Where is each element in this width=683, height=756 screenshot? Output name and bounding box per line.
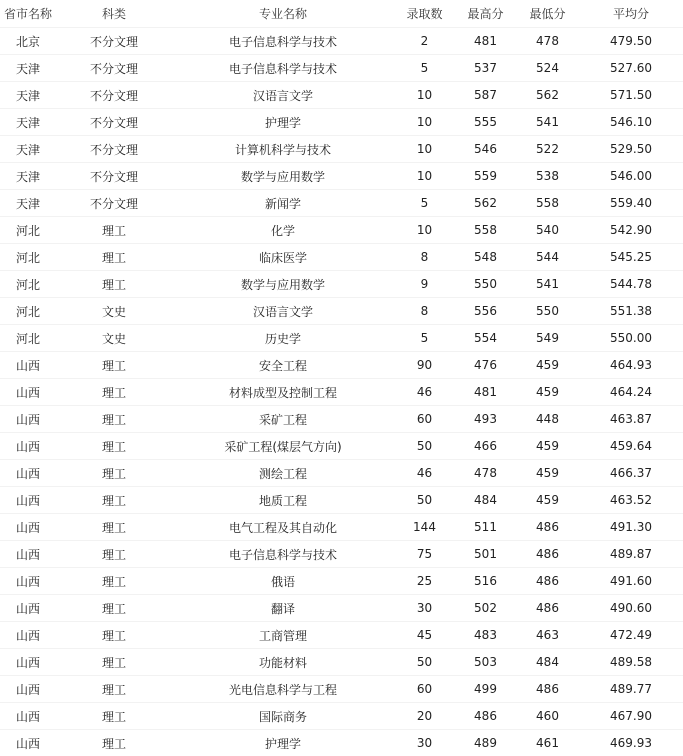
cell-admitted-count: 25 (394, 568, 455, 595)
cell-admitted-count: 9 (394, 271, 455, 298)
cell-category: 理工 (56, 649, 172, 676)
cell-major: 翻译 (172, 595, 394, 622)
cell-province: 山西 (0, 622, 56, 649)
cell-avg-score: 489.87 (579, 541, 683, 568)
cell-admitted-count: 5 (394, 190, 455, 217)
table-row (0, 703, 683, 730)
table-row (0, 163, 683, 190)
cell-category: 不分文理 (56, 190, 172, 217)
cell-major: 化学 (172, 217, 394, 244)
cell-category: 理工 (56, 568, 172, 595)
cell-min-score: 549 (516, 325, 579, 352)
cell-avg-score: 527.60 (579, 55, 683, 82)
cell-max-score: 486 (455, 703, 516, 730)
cell-max-score: 484 (455, 487, 516, 514)
cell-max-score: 493 (455, 406, 516, 433)
cell-major: 临床医学 (172, 244, 394, 271)
header-row (0, 0, 683, 28)
cell-avg-score: 464.93 (579, 352, 683, 379)
cell-category: 不分文理 (56, 109, 172, 136)
table-body (0, 28, 683, 756)
cell-admitted-count: 30 (394, 595, 455, 622)
cell-category: 理工 (56, 541, 172, 568)
table-row (0, 298, 683, 325)
cell-admitted-count: 20 (394, 703, 455, 730)
cell-admitted-count: 46 (394, 379, 455, 406)
cell-min-score: 478 (516, 28, 579, 55)
cell-admitted-count: 50 (394, 433, 455, 460)
table-row (0, 487, 683, 514)
table-row (0, 82, 683, 109)
cell-admitted-count: 90 (394, 352, 455, 379)
table-row (0, 406, 683, 433)
cell-max-score: 562 (455, 190, 516, 217)
header-province: 省市名称 (0, 0, 56, 28)
cell-category: 理工 (56, 460, 172, 487)
table-row (0, 649, 683, 676)
cell-major: 电气工程及其自动化 (172, 514, 394, 541)
cell-major: 历史学 (172, 325, 394, 352)
table-row (0, 433, 683, 460)
cell-min-score: 459 (516, 352, 579, 379)
table-row (0, 514, 683, 541)
cell-max-score: 466 (455, 433, 516, 460)
cell-category: 不分文理 (56, 136, 172, 163)
table-header (0, 0, 683, 28)
cell-major: 数学与应用数学 (172, 163, 394, 190)
cell-province: 河北 (0, 217, 56, 244)
cell-province: 山西 (0, 541, 56, 568)
cell-admitted-count: 60 (394, 406, 455, 433)
cell-avg-score: 546.00 (579, 163, 683, 190)
cell-province: 山西 (0, 649, 56, 676)
cell-max-score: 511 (455, 514, 516, 541)
cell-admitted-count: 60 (394, 676, 455, 703)
cell-province: 山西 (0, 514, 56, 541)
cell-admitted-count: 10 (394, 136, 455, 163)
table-row (0, 541, 683, 568)
header-max-score: 最高分 (455, 0, 516, 28)
header-min-score: 最低分 (516, 0, 579, 28)
cell-max-score: 554 (455, 325, 516, 352)
cell-avg-score: 529.50 (579, 136, 683, 163)
cell-province: 山西 (0, 487, 56, 514)
table-row (0, 190, 683, 217)
cell-province: 山西 (0, 406, 56, 433)
cell-avg-score: 550.00 (579, 325, 683, 352)
table-row (0, 676, 683, 703)
cell-major: 护理学 (172, 109, 394, 136)
cell-min-score: 541 (516, 271, 579, 298)
cell-category: 理工 (56, 352, 172, 379)
cell-admitted-count: 50 (394, 487, 455, 514)
cell-major: 俄语 (172, 568, 394, 595)
cell-category: 不分文理 (56, 55, 172, 82)
cell-category: 理工 (56, 622, 172, 649)
cell-major: 采矿工程 (172, 406, 394, 433)
cell-province: 天津 (0, 109, 56, 136)
cell-admitted-count: 75 (394, 541, 455, 568)
cell-max-score: 501 (455, 541, 516, 568)
cell-major: 采矿工程(煤层气方向) (172, 433, 394, 460)
cell-avg-score: 463.52 (579, 487, 683, 514)
cell-province: 河北 (0, 271, 56, 298)
cell-major: 汉语言文学 (172, 298, 394, 325)
cell-max-score: 587 (455, 82, 516, 109)
cell-major: 护理学 (172, 730, 394, 756)
cell-admitted-count: 10 (394, 163, 455, 190)
cell-major: 电子信息科学与技术 (172, 541, 394, 568)
table-row (0, 244, 683, 271)
cell-max-score: 476 (455, 352, 516, 379)
cell-province: 天津 (0, 163, 56, 190)
cell-major: 电子信息科学与技术 (172, 28, 394, 55)
cell-major: 功能材料 (172, 649, 394, 676)
cell-max-score: 499 (455, 676, 516, 703)
cell-major: 数学与应用数学 (172, 271, 394, 298)
cell-min-score: 524 (516, 55, 579, 82)
cell-max-score: 556 (455, 298, 516, 325)
cell-min-score: 550 (516, 298, 579, 325)
cell-category: 不分文理 (56, 163, 172, 190)
cell-admitted-count: 10 (394, 82, 455, 109)
table-row (0, 595, 683, 622)
cell-max-score: 559 (455, 163, 516, 190)
cell-major: 地质工程 (172, 487, 394, 514)
cell-category: 理工 (56, 433, 172, 460)
cell-max-score: 555 (455, 109, 516, 136)
cell-province: 河北 (0, 325, 56, 352)
cell-major: 计算机科学与技术 (172, 136, 394, 163)
cell-max-score: 481 (455, 379, 516, 406)
cell-province: 天津 (0, 55, 56, 82)
cell-major: 工商管理 (172, 622, 394, 649)
table-row (0, 568, 683, 595)
table-row (0, 217, 683, 244)
cell-max-score: 503 (455, 649, 516, 676)
table-row (0, 379, 683, 406)
cell-avg-score: 463.87 (579, 406, 683, 433)
cell-avg-score: 466.37 (579, 460, 683, 487)
cell-avg-score: 545.25 (579, 244, 683, 271)
cell-category: 不分文理 (56, 28, 172, 55)
cell-category: 理工 (56, 676, 172, 703)
cell-avg-score: 464.24 (579, 379, 683, 406)
table-row (0, 109, 683, 136)
cell-min-score: 486 (516, 676, 579, 703)
cell-major: 材料成型及控制工程 (172, 379, 394, 406)
table-row (0, 730, 683, 756)
cell-major: 国际商务 (172, 703, 394, 730)
table-row (0, 622, 683, 649)
cell-min-score: 486 (516, 595, 579, 622)
cell-max-score: 548 (455, 244, 516, 271)
cell-category: 文史 (56, 325, 172, 352)
cell-min-score: 459 (516, 379, 579, 406)
cell-province: 北京 (0, 28, 56, 55)
cell-avg-score: 542.90 (579, 217, 683, 244)
cell-admitted-count: 10 (394, 217, 455, 244)
cell-category: 理工 (56, 730, 172, 756)
cell-min-score: 459 (516, 487, 579, 514)
cell-max-score: 546 (455, 136, 516, 163)
cell-max-score: 483 (455, 622, 516, 649)
cell-category: 理工 (56, 487, 172, 514)
cell-admitted-count: 8 (394, 244, 455, 271)
cell-max-score: 516 (455, 568, 516, 595)
cell-avg-score: 551.38 (579, 298, 683, 325)
cell-min-score: 538 (516, 163, 579, 190)
cell-major: 汉语言文学 (172, 82, 394, 109)
cell-category: 理工 (56, 595, 172, 622)
cell-min-score: 486 (516, 568, 579, 595)
cell-province: 山西 (0, 730, 56, 756)
cell-min-score: 541 (516, 109, 579, 136)
cell-max-score: 550 (455, 271, 516, 298)
cell-admitted-count: 5 (394, 325, 455, 352)
cell-avg-score: 559.40 (579, 190, 683, 217)
cell-avg-score: 479.50 (579, 28, 683, 55)
cell-avg-score: 544.78 (579, 271, 683, 298)
cell-max-score: 558 (455, 217, 516, 244)
cell-admitted-count: 45 (394, 622, 455, 649)
cell-min-score: 459 (516, 433, 579, 460)
cell-province: 天津 (0, 82, 56, 109)
cell-category: 理工 (56, 703, 172, 730)
table-row (0, 55, 683, 82)
cell-province: 山西 (0, 568, 56, 595)
cell-admitted-count: 50 (394, 649, 455, 676)
cell-min-score: 486 (516, 541, 579, 568)
table-row (0, 28, 683, 55)
cell-province: 河北 (0, 244, 56, 271)
cell-major: 电子信息科学与技术 (172, 55, 394, 82)
cell-major: 安全工程 (172, 352, 394, 379)
cell-province: 山西 (0, 676, 56, 703)
cell-admitted-count: 2 (394, 28, 455, 55)
cell-major: 测绘工程 (172, 460, 394, 487)
cell-province: 山西 (0, 703, 56, 730)
cell-avg-score: 571.50 (579, 82, 683, 109)
cell-max-score: 537 (455, 55, 516, 82)
cell-admitted-count: 46 (394, 460, 455, 487)
cell-avg-score: 491.30 (579, 514, 683, 541)
cell-avg-score: 459.64 (579, 433, 683, 460)
cell-category: 不分文理 (56, 82, 172, 109)
cell-admitted-count: 10 (394, 109, 455, 136)
cell-admitted-count: 8 (394, 298, 455, 325)
cell-min-score: 558 (516, 190, 579, 217)
cell-category: 理工 (56, 271, 172, 298)
cell-avg-score: 490.60 (579, 595, 683, 622)
cell-max-score: 481 (455, 28, 516, 55)
cell-avg-score: 489.77 (579, 676, 683, 703)
cell-avg-score: 469.93 (579, 730, 683, 756)
table-row (0, 271, 683, 298)
cell-max-score: 489 (455, 730, 516, 756)
cell-min-score: 484 (516, 649, 579, 676)
cell-province: 山西 (0, 595, 56, 622)
cell-avg-score: 489.58 (579, 649, 683, 676)
cell-min-score: 448 (516, 406, 579, 433)
cell-admitted-count: 5 (394, 55, 455, 82)
cell-avg-score: 546.10 (579, 109, 683, 136)
header-avg-score: 平均分 (579, 0, 683, 28)
cell-category: 理工 (56, 379, 172, 406)
cell-min-score: 460 (516, 703, 579, 730)
cell-avg-score: 472.49 (579, 622, 683, 649)
cell-major: 新闻学 (172, 190, 394, 217)
table-row (0, 352, 683, 379)
cell-admitted-count: 30 (394, 730, 455, 756)
cell-category: 理工 (56, 406, 172, 433)
cell-major: 光电信息科学与工程 (172, 676, 394, 703)
cell-province: 山西 (0, 460, 56, 487)
cell-admitted-count: 144 (394, 514, 455, 541)
cell-min-score: 461 (516, 730, 579, 756)
cell-category: 理工 (56, 217, 172, 244)
header-admitted-count: 录取数 (394, 0, 455, 28)
cell-province: 天津 (0, 190, 56, 217)
cell-province: 天津 (0, 136, 56, 163)
table-row (0, 136, 683, 163)
cell-province: 河北 (0, 298, 56, 325)
cell-min-score: 522 (516, 136, 579, 163)
table-row (0, 325, 683, 352)
cell-min-score: 562 (516, 82, 579, 109)
cell-category: 理工 (56, 514, 172, 541)
header-major: 专业名称 (172, 0, 394, 28)
cell-max-score: 502 (455, 595, 516, 622)
cell-province: 山西 (0, 379, 56, 406)
cell-min-score: 486 (516, 514, 579, 541)
cell-max-score: 478 (455, 460, 516, 487)
cell-category: 理工 (56, 244, 172, 271)
cell-province: 山西 (0, 352, 56, 379)
cell-min-score: 544 (516, 244, 579, 271)
header-category: 科类 (56, 0, 172, 28)
cell-avg-score: 467.90 (579, 703, 683, 730)
cell-min-score: 459 (516, 460, 579, 487)
cell-province: 山西 (0, 433, 56, 460)
cell-category: 文史 (56, 298, 172, 325)
cell-avg-score: 491.60 (579, 568, 683, 595)
cell-min-score: 463 (516, 622, 579, 649)
table-row (0, 460, 683, 487)
cell-min-score: 540 (516, 217, 579, 244)
